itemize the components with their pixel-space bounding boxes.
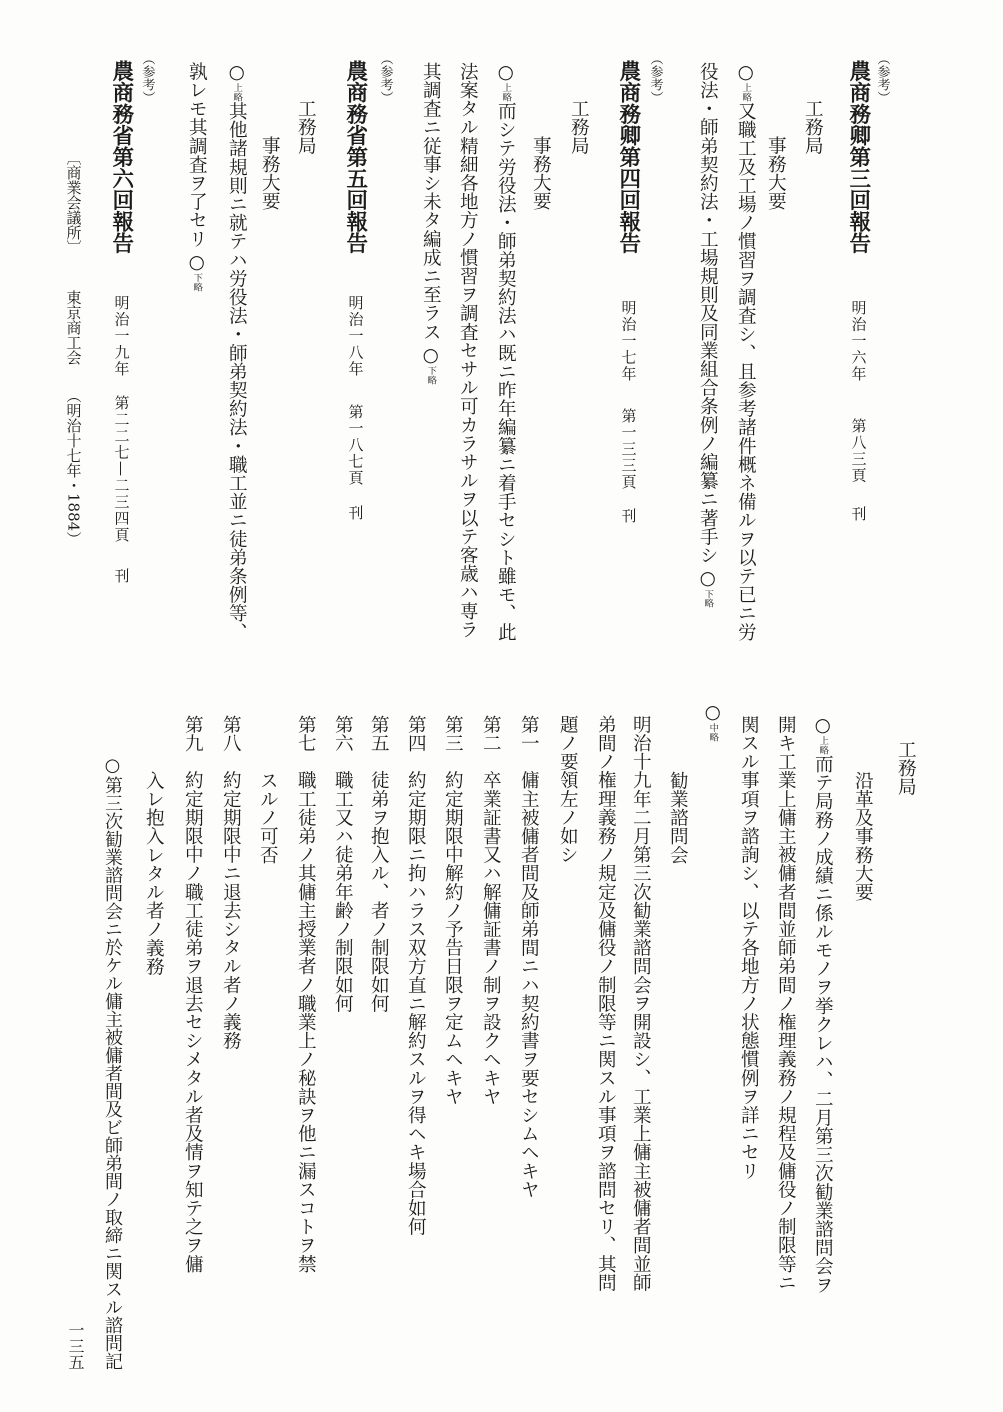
report-publication: 刊 <box>849 506 868 523</box>
body-line: 弟間ノ権理義務ノ規定及傭役ノ制限等ニ関スル事項ヲ諮問セリ、其問 <box>595 715 617 1292</box>
bureau-heading: 工務局 <box>295 99 317 155</box>
question-number: 第一 <box>518 715 540 753</box>
page-number: 一三五 <box>66 1322 85 1370</box>
question-text: 約定期限中解約ノ予告日限ヲ定ムヘキヤ <box>442 770 464 1106</box>
section-heading: 事務大要 <box>259 136 281 211</box>
question-item <box>221 715 240 1050</box>
report-title: 農商務省第五回報告 <box>342 60 368 254</box>
question-item <box>183 715 202 1273</box>
question-text: 約定期限ニ拘ハラス双方直ニ解約スルヲ得ヘキ場合如何 <box>405 770 427 1236</box>
question-item <box>406 715 425 1236</box>
section-heading: 事務大要 <box>765 136 787 211</box>
body-text: 開キ工業上傭主被傭者間並師弟間ノ権理義務ノ規程及傭役ノ制限等ニ <box>775 715 797 1292</box>
question-text: 卒業証書又ハ解傭証書ノ制ヲ設クヘキヤ <box>480 770 502 1106</box>
report-publication: 刊 <box>346 505 365 522</box>
body-line: 明治十九年二月第三次勧業諮問会ヲ開設シ、工業上傭主被傭者間並師 <box>630 715 652 1292</box>
report-pages: 第二二七—二三四頁 <box>112 395 131 544</box>
report-title: 農商務省第六回報告 <box>108 60 134 254</box>
omission-note: 下略 <box>702 589 714 608</box>
report-year: 明治一九年 <box>112 295 131 378</box>
question-item <box>369 715 388 1013</box>
body-line: 題ノ要領左ノ如シ <box>557 715 579 864</box>
question-item <box>443 715 462 1106</box>
reference-label: （参考） <box>139 52 155 104</box>
question-text: 傭主被傭者間及師弟間ニハ契約書ヲ要セシムヘキヤ <box>518 770 540 1199</box>
body-text: 役法・師弟契約法・工場規則及同業組合条例ノ編纂ニ著手シ <box>697 62 719 565</box>
omission-note: 上略 <box>231 83 243 102</box>
bureau-heading: 工務局 <box>895 740 917 796</box>
report-pages: 第八三頁 <box>849 418 868 484</box>
question-text: 約定期限中ノ職工徒弟ヲ退去セシメタル者及情ヲ知テ之ヲ傭 <box>182 770 204 1273</box>
body-text: 法案タル精細各地方ノ慣習ヲ調査セサル可カラサルヲ以テ客歳ハ専ラ <box>457 62 479 639</box>
question-text: 職工徒弟ノ其傭主授業者ノ職業上ノ秘訣ヲ他ニ漏スコトヲ禁 <box>295 770 317 1273</box>
report-title: 農商務卿第四回報告 <box>615 60 641 254</box>
question-number: 第九 <box>182 715 204 753</box>
section-heading: 沿革及事務大要 <box>852 771 874 902</box>
question-number: 第三 <box>442 715 464 753</box>
omission-mark: ○ <box>735 62 757 83</box>
omission-line <box>703 702 722 742</box>
reference-label: （参考） <box>874 52 890 104</box>
omission-note: 下略 <box>191 273 203 292</box>
question-item <box>296 715 315 1273</box>
question-number: 第六 <box>332 715 354 753</box>
question-number: 第二 <box>480 715 502 753</box>
question-text: 徒弟ヲ抱入ル、者ノ制限如何 <box>368 770 390 1013</box>
body-text: 其調査ニ従事シ未タ編成ニ至ラス <box>420 62 442 341</box>
body-line <box>739 715 758 1180</box>
council-heading: 勧業諮問会 <box>667 771 689 864</box>
report-pages: 第一八七頁 <box>346 404 365 487</box>
body-line <box>496 62 515 641</box>
bureau-heading: 工務局 <box>802 99 824 155</box>
report-year: 明治一八年 <box>346 295 365 378</box>
body-line <box>227 62 246 641</box>
body-line <box>736 62 755 641</box>
bureau-heading: 工務局 <box>568 99 590 155</box>
report-publication: 刊 <box>619 508 638 525</box>
caption: ○第三次勧業諮問会ニ於ケル傭主被傭者間及ビ師弟間ノ取締ニ関スル諮問記 <box>102 755 123 1370</box>
question-item <box>333 715 352 1013</box>
chamber-name: 東京商工会 <box>64 290 83 365</box>
body-line <box>698 62 717 608</box>
omission-note: 下略 <box>425 366 437 385</box>
body-text: 関スル事項ヲ諮詢シ、以テ各地方ノ状態慣例ヲ詳ニセリ <box>738 715 760 1180</box>
omission-mark: ○ <box>697 568 719 590</box>
section-heading: 事務大要 <box>530 136 552 211</box>
omission-note: 上略 <box>500 83 512 102</box>
report-pages: 第一三三頁 <box>619 408 638 491</box>
question-text: 約定期限中ニ退去シタル者ノ義務 <box>220 770 242 1050</box>
question-text: 職工又ハ徒弟年齢ノ制限如何 <box>332 770 354 1013</box>
question-item <box>481 715 500 1106</box>
body-line <box>458 62 477 639</box>
question-number: 第五 <box>368 715 390 753</box>
omission-mark: ○ <box>812 715 834 736</box>
body-text: 孰レモ其調査ヲ了セリ <box>186 62 208 248</box>
question-continuation: スルノ可否 <box>257 771 279 864</box>
omission-note: 中略 <box>707 723 719 742</box>
reference-label: （参考） <box>647 52 663 104</box>
question-number: 第七 <box>295 715 317 753</box>
question-number: 第四 <box>405 715 427 753</box>
body-text: 又職工及工場ノ慣習ヲ調査シ、且参考諸件概ネ備ルヲ以テ已ニ労 <box>735 101 757 642</box>
omission-mark: ○ <box>186 252 208 273</box>
question-number: 第八 <box>220 715 242 753</box>
omission-mark: ○ <box>420 345 442 366</box>
report-title: 農商務卿第三回報告 <box>845 60 871 254</box>
omission-mark: ○ <box>495 62 517 83</box>
report-year: 明治一七年 <box>619 300 638 383</box>
question-continuation: 入レ抱入レタル者ノ義務 <box>143 771 165 976</box>
question-item <box>519 715 538 1199</box>
omission-note: 上略 <box>817 736 829 755</box>
omission-mark: ○ <box>702 702 724 723</box>
report-publication: 刊 <box>112 568 131 585</box>
body-line <box>187 62 206 292</box>
reference-label: （参考） <box>377 52 393 104</box>
report-year: 明治一六年 <box>849 300 868 383</box>
omission-mark: ○ <box>226 62 248 83</box>
body-text: 而シテ労役法・師弟契約法ハ既ニ昨年編纂ニ着手セシト雖モ、此 <box>495 101 517 642</box>
omission-note: 上略 <box>740 83 752 102</box>
chamber-category: 〔商業会議所〕 <box>64 150 83 255</box>
body-line <box>813 715 832 1294</box>
body-line <box>421 62 440 385</box>
body-line <box>776 715 795 1292</box>
chamber-date: （明治十七年・1884） <box>64 388 83 547</box>
body-text: 而テ局務ノ成績ニ係ルモノヲ挙クレハ、二月第三次勧業諮問会ヲ <box>812 754 834 1295</box>
body-text: 其他諸規則ニ就テハ労役法・師弟契約法・職工並ニ徒弟条例等、 <box>226 101 248 642</box>
